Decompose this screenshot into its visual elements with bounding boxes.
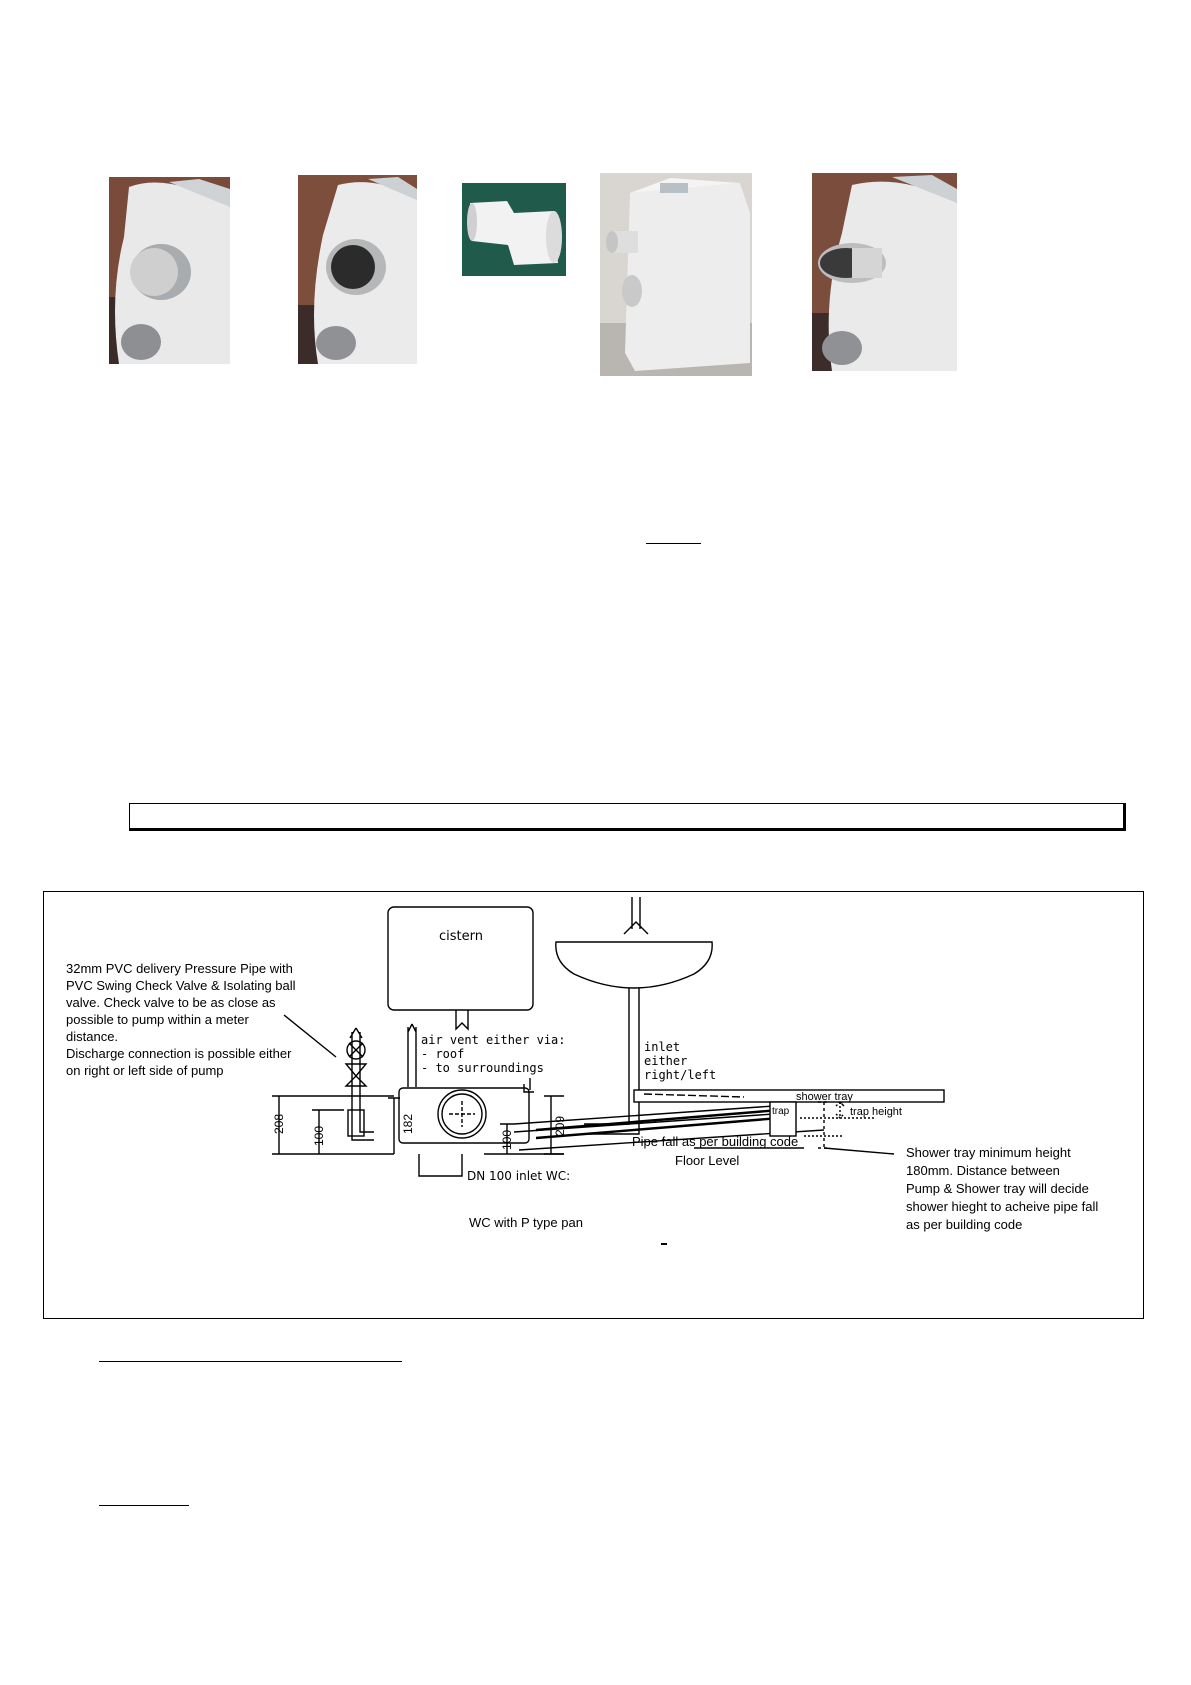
dim-100b: 100 xyxy=(500,1129,514,1150)
reducer-photo-icon xyxy=(462,183,566,276)
photo-reducer xyxy=(462,183,566,276)
pump-photo-icon xyxy=(812,173,957,371)
section-bar xyxy=(129,803,1126,831)
subsection-underline xyxy=(99,1505,189,1506)
shower-tray-label: shower tray xyxy=(796,1091,853,1103)
heading-underline xyxy=(646,543,701,544)
dim-209: 209 xyxy=(553,1115,567,1136)
air-vent-label: air vent either via: - roof - to surroundings xyxy=(421,1033,566,1075)
pipe-fall-label: Pipe fall as per building code xyxy=(632,1134,799,1149)
cistern-label: cistern xyxy=(439,929,483,944)
installation-diagram xyxy=(43,891,1144,1319)
basin-shape xyxy=(556,942,712,988)
shower-tray-shape xyxy=(634,1090,944,1102)
stray-mark xyxy=(661,1243,667,1245)
tray-note: Shower tray minimum height 180mm. Distance between Pump & Shower tray will decide shower hieght to acheive pipe fall as per building code xyxy=(906,1145,1099,1232)
dim-208: 208 xyxy=(272,1113,286,1134)
pump-photo-icon xyxy=(600,173,752,376)
trap-height-label: trap height xyxy=(850,1106,902,1118)
wc-pan-label: WC with P type pan xyxy=(469,1215,583,1230)
dim-182: 182 xyxy=(401,1113,415,1134)
photo-pump-open xyxy=(298,175,417,364)
photo-pump-adapter xyxy=(812,173,957,371)
cistern-shape xyxy=(388,907,533,1010)
trap-label: trap xyxy=(772,1106,790,1117)
floor-level-label: Floor Level xyxy=(675,1153,740,1168)
photo-pump-reducer xyxy=(600,173,752,376)
section-underline xyxy=(99,1361,402,1362)
pump-photo-icon xyxy=(109,177,230,364)
pump-photo-icon xyxy=(298,175,417,364)
dn-inlet-label: DN 100 inlet WC: xyxy=(467,1169,571,1183)
inlet-label: inlet either right/left xyxy=(644,1040,717,1082)
delivery-note: 32mm PVC delivery Pressure Pipe with PVC Swing Check Valve & Isolating ball valve. Check valve to be as close as possible to pump within a meter distance. Discharge connection is possible either on right or left side of pump xyxy=(66,961,296,1078)
photo-pump-capped xyxy=(109,177,230,364)
diagram-drawing xyxy=(44,892,1145,1320)
dim-100: 100 xyxy=(312,1125,326,1146)
